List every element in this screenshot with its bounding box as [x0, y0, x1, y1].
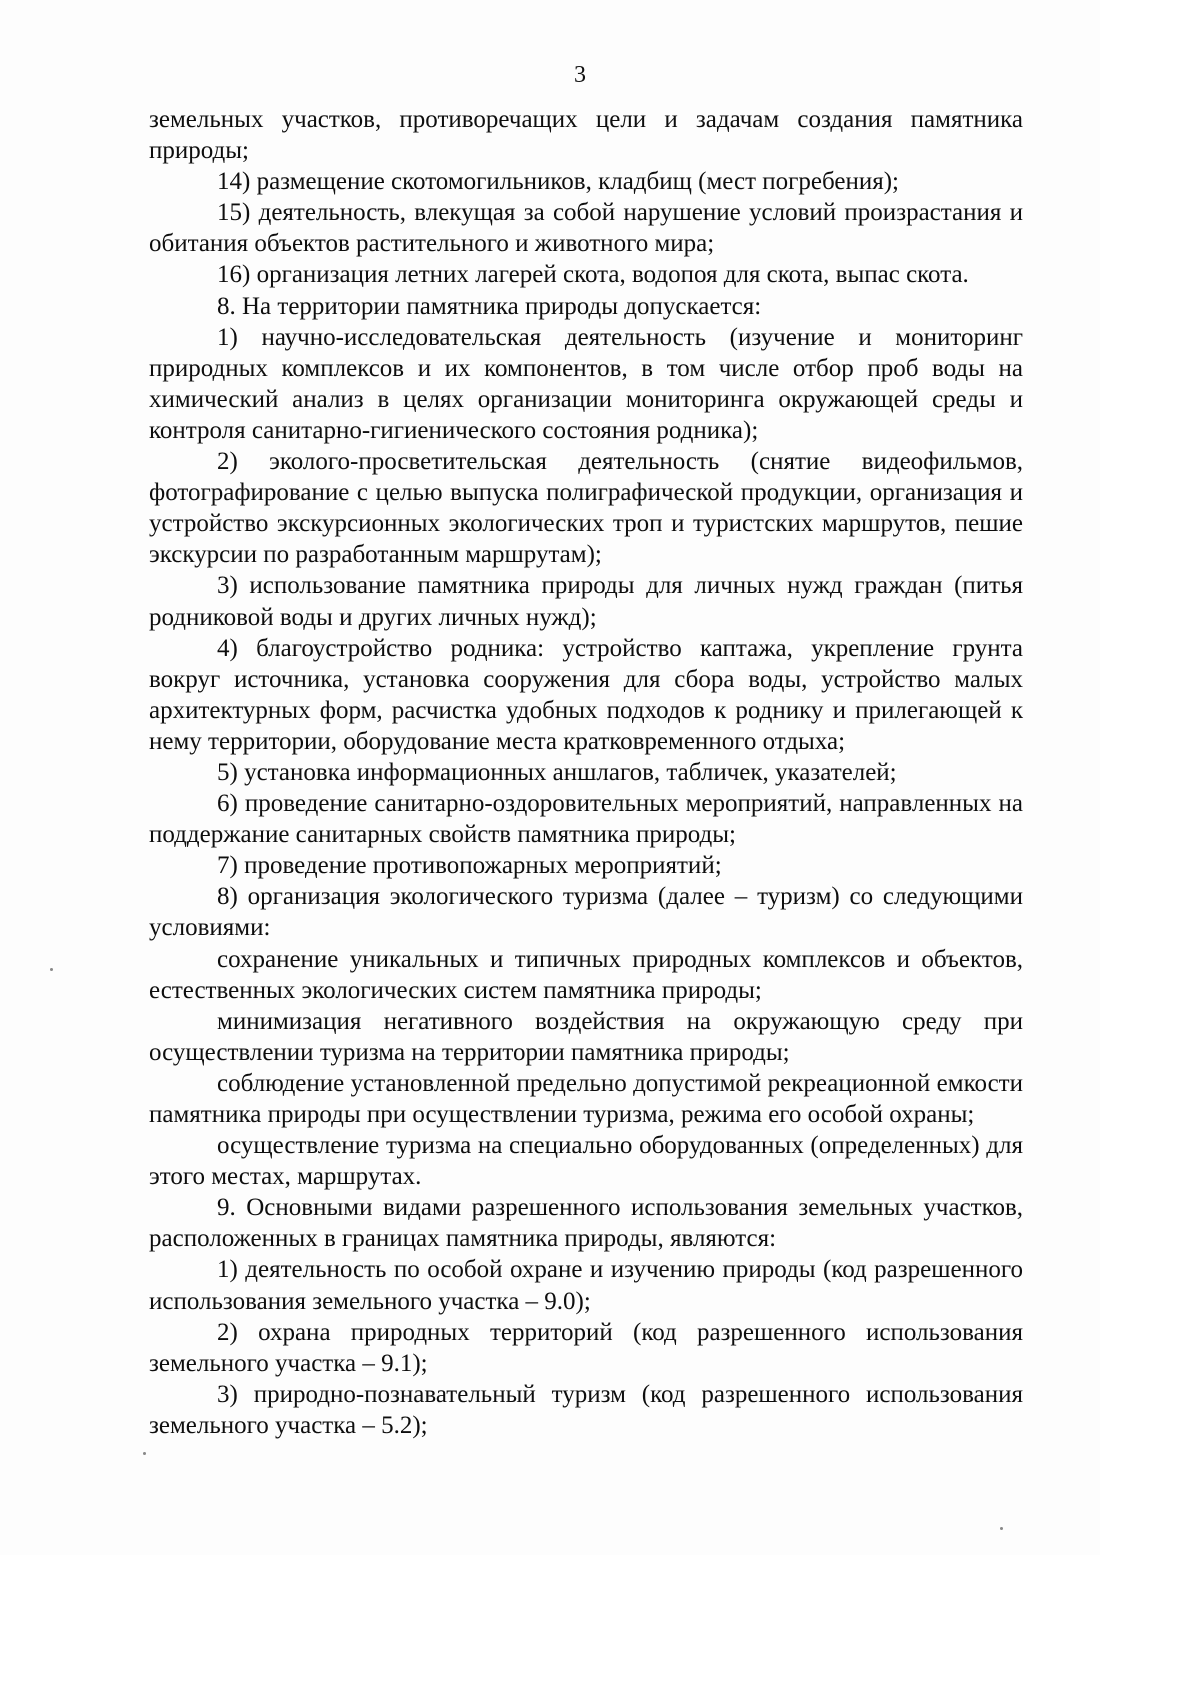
tourism-condition-4: осуществление туризма на специально оборудованных (определенных) для этого местах, маршрутах. [149, 1132, 1023, 1191]
paragraph-8-2: 2) эколого-просветительская деятельность (снятие видеофильмов, фотографирование с целью выпуска полиграфической продукции, организация и устройство экскурсионных экологических троп и туристских маршрутов, пешие экскурсии по разработанным маршрутам); [149, 448, 1023, 569]
paragraph-continuation: земельных участков, противоречащих цели и задачам создания памятника природы; [149, 106, 1023, 165]
paragraph-8-1: 1) научно-исследовательская деятельность (изучение и мониторинг природных комплексов и их компонентов, в том числе отбор проб воды на химический анализ в целях организации мониторинга окружающей среды и контроля санитарно-гигиенического состояния родника); [149, 323, 1023, 444]
section-9-heading: 9. Основными видами разрешенного использования земельных участков, расположенных в границах памятника природы, являются: [149, 1194, 1023, 1253]
paragraph-8-8: 8) организация экологического туризма (далее – туризм) со следующими условиями: [149, 883, 1023, 942]
paragraph-9-2: 2) охрана природных территорий (код разрешенного использования земельного участка – 9.1); [149, 1318, 1023, 1377]
page-number: 3 [574, 62, 586, 88]
scan-speck [1000, 1527, 1003, 1530]
paragraph-item-15: 15) деятельность, влекущая за собой нарушение условий произрастания и обитания объектов растительного и животного мира; [149, 199, 1023, 258]
paragraph-8-3: 3) использование памятника природы для личных нужд граждан (питья родниковой воды и других личных нужд); [149, 572, 1023, 631]
tourism-condition-2: минимизация негативного воздействия на окружающую среду при осуществлении туризма на территории памятника природы; [149, 1007, 1023, 1066]
document-body [149, 104, 1023, 1441]
paragraph-9-3: 3) природно-познавательный туризм (код разрешенного использования земельного участка – 5.2); [149, 1380, 1023, 1439]
paragraph-8-6: 6) проведение санитарно-оздоровительных мероприятий, направленных на поддержание санитарных свойств памятника природы; [149, 790, 1023, 849]
tourism-condition-3: соблюдение установленной предельно допустимой рекреационной емкости памятника природы при осуществлении туризма, режима его особой охраны; [149, 1069, 1023, 1128]
paragraph-9-1: 1) деятельность по особой охране и изучению природы (код разрешенного использования земельного участка – 9.0); [149, 1256, 1023, 1315]
paragraph-8-5: 5) установка информационных аншлагов, табличек, указателей; [217, 758, 897, 786]
paragraph-8-4: 4) благоустройство родника: устройство каптажа, укрепление грунта вокруг источника, установка сооружения для сбора воды, устройство малых архитектурных форм, расчистка удобных подходов к роднику и прилегающей к нему территории, оборудование места кратковременного отдыха; [149, 634, 1023, 755]
paragraph-8-7: 7) проведение противопожарных мероприятий; [217, 852, 722, 880]
paragraph-item-16: 16) организация летних лагерей скота, водопоя для скота, выпас скота. [217, 261, 969, 289]
scan-speck [50, 968, 53, 971]
section-8-heading: 8. На территории памятника природы допускается: [217, 292, 762, 320]
scan-speck [143, 1452, 146, 1455]
tourism-condition-1: сохранение уникальных и типичных природных комплексов и объектов, естественных экологических систем памятника природы; [149, 945, 1023, 1004]
paragraph-item-14: 14) размещение скотомогильников, кладбищ (мест погребения); [217, 168, 900, 196]
